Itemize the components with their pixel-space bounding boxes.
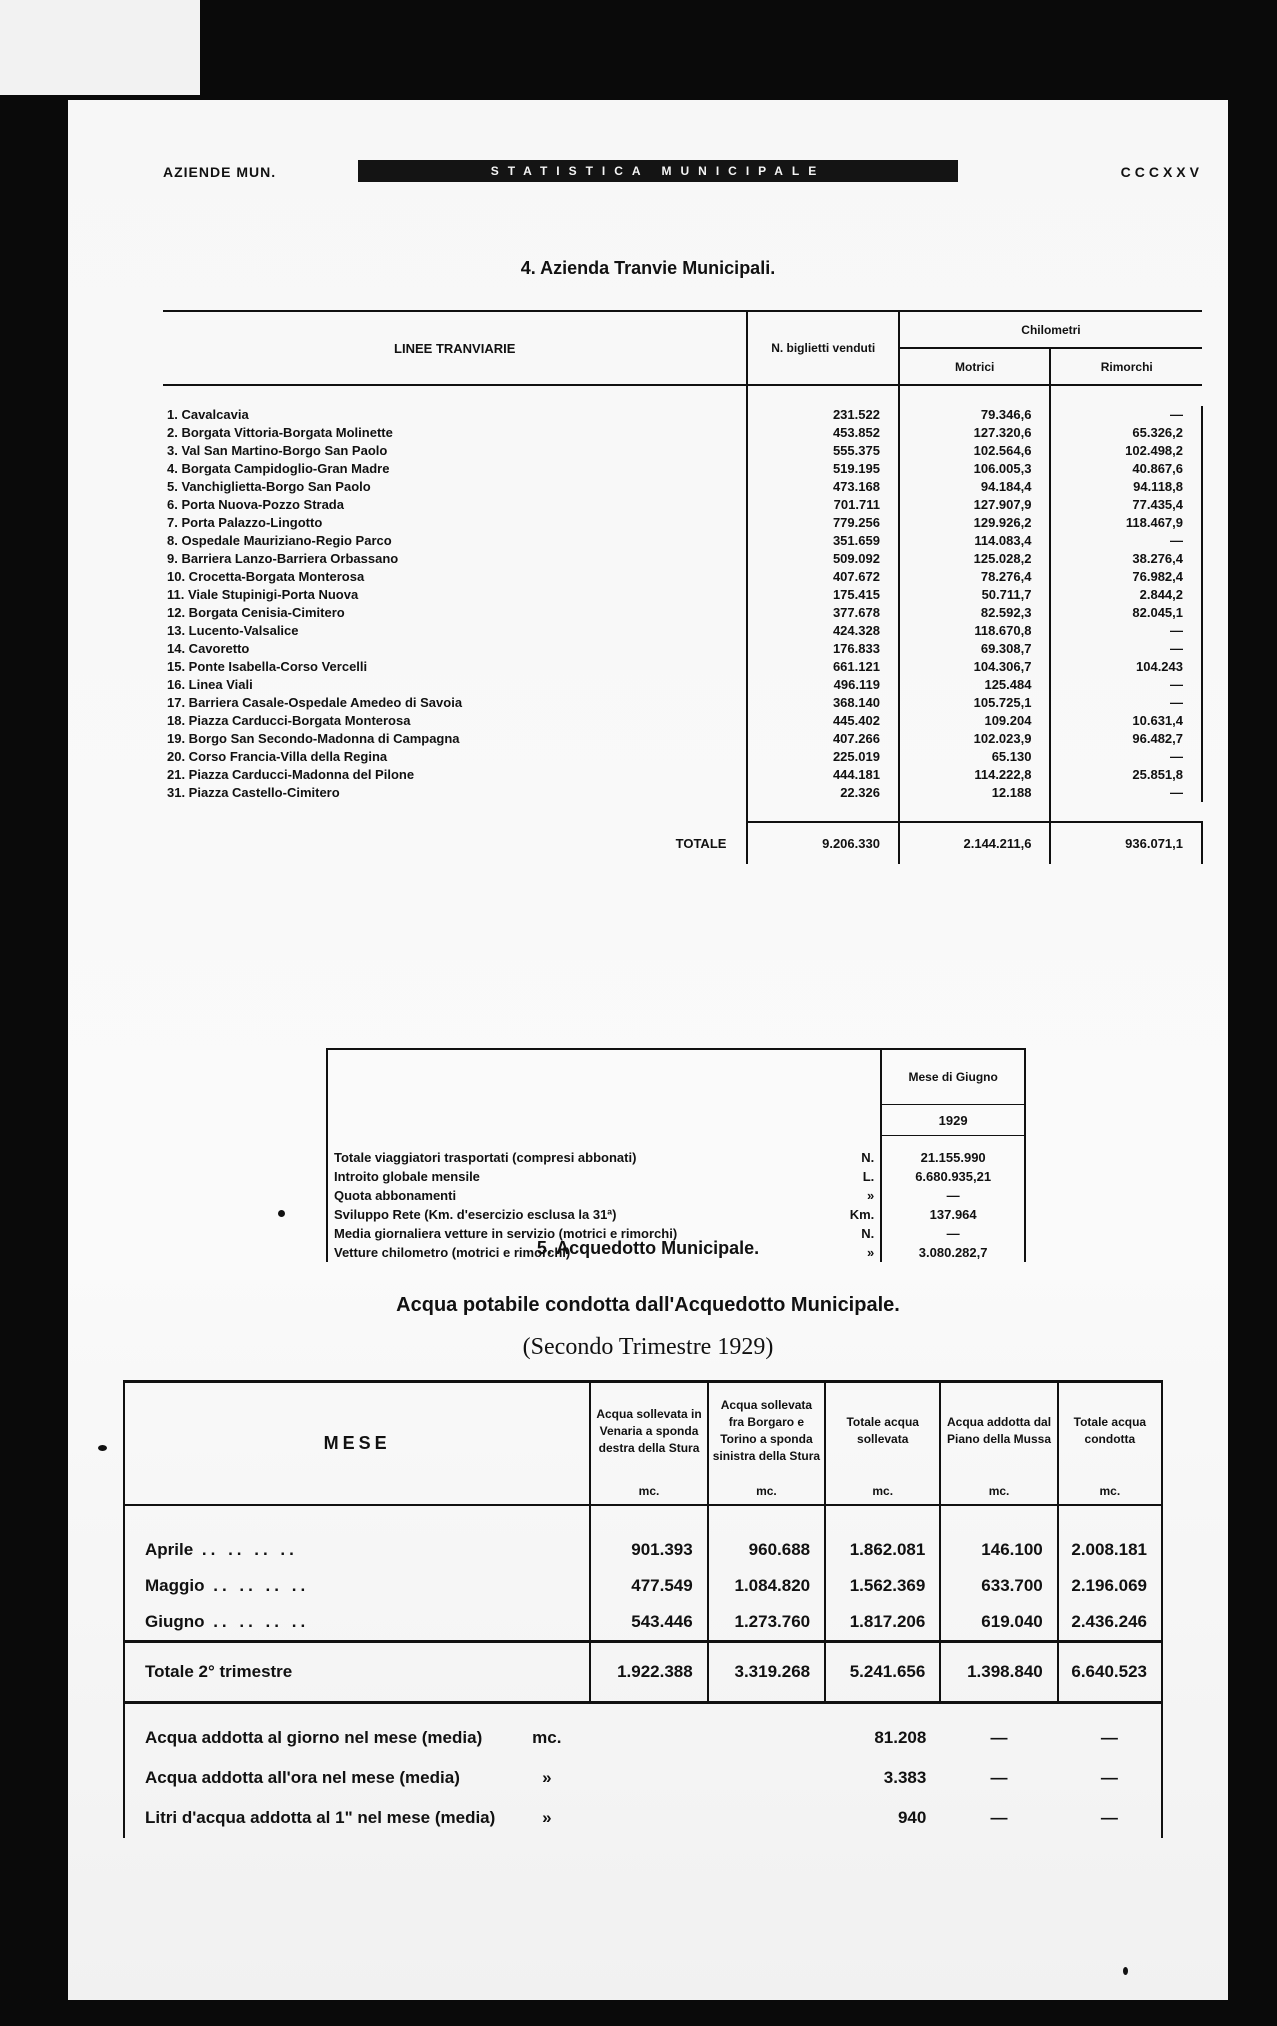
col4-header: Acqua addotta dal Piano della Mussa: [940, 1382, 1057, 1480]
motrici-cell: 65.130: [899, 748, 1051, 766]
table-row: [163, 730, 1202, 748]
average-unit: »: [542, 1768, 552, 1787]
motrici-cell: 125.484: [899, 676, 1051, 694]
line-name: 19. Borgo San Secondo-Madonna di Campagna: [167, 731, 460, 746]
section5-subtitle: Acqua potabile condotta dall'Acquedotto Municipale.: [396, 1294, 900, 1316]
total-rimorchi: 936.071,1: [1050, 822, 1202, 864]
col5-header: Totale acqua condotta: [1058, 1382, 1162, 1480]
table-row: [163, 424, 1202, 442]
average-c4: —: [990, 1728, 1008, 1747]
summary-value: —: [881, 1186, 1025, 1205]
water-cell-c1: 543.446: [590, 1604, 707, 1642]
summary-unit: Km.: [849, 1207, 875, 1222]
line-name: 13. Lucento-Valsalice: [167, 623, 299, 638]
tickets-cell: 22.326: [747, 784, 899, 802]
summary-label: Quota abbonamenti: [327, 1186, 830, 1205]
col4-unit: mc.: [940, 1479, 1057, 1505]
tickets-cell: 445.402: [747, 712, 899, 730]
motrici-cell: 114.222,8: [899, 766, 1051, 784]
document-page: [68, 100, 1228, 2000]
motrici-cell: 106.005,3: [899, 460, 1051, 478]
average-value: 81.208: [874, 1728, 927, 1747]
water-cell-c2: 960.688: [708, 1532, 825, 1568]
line-name: 18. Piazza Carducci-Borgata Monterosa: [167, 713, 411, 728]
line-name: 16. Linea Viali: [167, 677, 253, 692]
motrici-cell: 118.670,8: [899, 622, 1051, 640]
empty-cell: [590, 1703, 707, 1759]
table-row: [163, 442, 1202, 460]
motrici-cell: 94.184,4: [899, 478, 1051, 496]
tram-lines-table: [163, 310, 1203, 864]
average-row: [124, 1703, 1162, 1759]
quarter-total-c5: 6.640.523: [1058, 1642, 1162, 1703]
rimorchi-cell: 104.243: [1050, 658, 1202, 676]
water-cell-c4: 146.100: [940, 1532, 1057, 1568]
total-row: [163, 822, 1202, 864]
col5-unit: mc.: [1058, 1479, 1162, 1505]
water-cell-c4: 633.700: [940, 1568, 1057, 1604]
average-row: [124, 1798, 1162, 1838]
motrici-cell: 109.204: [899, 712, 1051, 730]
total-tickets: 9.206.330: [747, 822, 899, 864]
motrici-cell: 129.926,2: [899, 514, 1051, 532]
col-km-header: Chilometri: [899, 311, 1202, 348]
summary-unit: N.: [861, 1226, 875, 1241]
average-value: 940: [897, 1808, 927, 1827]
empty-cell: [590, 1758, 707, 1798]
leader-dots: .. .. .. ..: [204, 1612, 310, 1631]
average-unit: »: [542, 1808, 552, 1827]
rimorchi-cell: —: [1050, 748, 1202, 766]
table-row: [163, 766, 1202, 784]
line-name: 9. Barriera Lanzo-Barriera Orbassano: [167, 551, 399, 566]
summary-value: 3.080.282,7: [881, 1243, 1025, 1262]
spacer-row: [163, 802, 1202, 822]
line-name: 5. Vanchiglietta-Borgo San Paolo: [167, 479, 371, 494]
scan-speck: [1123, 1967, 1128, 1975]
rimorchi-cell: 65.326,2: [1050, 424, 1202, 442]
tickets-cell: 509.092: [747, 550, 899, 568]
total-motrici: 2.144.211,6: [899, 822, 1051, 864]
line-name: 10. Crocetta-Borgata Monterosa: [167, 569, 365, 584]
table-row: [163, 532, 1202, 550]
summary-label: Introito globale mensile: [327, 1167, 830, 1186]
table-row: [163, 658, 1202, 676]
table-row: [163, 712, 1202, 730]
rimorchi-cell: —: [1050, 532, 1202, 550]
table-row: [163, 478, 1202, 496]
month-row: [124, 1568, 1162, 1604]
quarter-total-c2: 3.319.268: [708, 1642, 825, 1703]
tickets-cell: 701.711: [747, 496, 899, 514]
table-row: [163, 694, 1202, 712]
table-row: [163, 622, 1202, 640]
month-name: Aprile: [145, 1540, 194, 1559]
rimorchi-cell: 94.118,8: [1050, 478, 1202, 496]
table-row: [163, 406, 1202, 424]
summary-label: Totale viaggiatori trasportati (compresi abbonati): [327, 1136, 830, 1168]
tickets-cell: 424.328: [747, 622, 899, 640]
tickets-cell: 407.266: [747, 730, 899, 748]
header-left: AZIENDE MUN.: [163, 164, 277, 180]
rimorchi-cell: 10.631,4: [1050, 712, 1202, 730]
average-label: Litri d'acqua addotta al 1" nel mese (media): [124, 1798, 503, 1838]
summary-unit: »: [867, 1188, 875, 1203]
rimorchi-cell: 77.435,4: [1050, 496, 1202, 514]
line-name: 4. Borgata Campidoglio-Gran Madre: [167, 461, 390, 476]
line-name: 3. Val San Martino-Borgo San Paolo: [167, 443, 388, 458]
average-c5: —: [1058, 1758, 1162, 1798]
col-motrici-header: Motrici: [899, 348, 1051, 385]
total-label: TOTALE: [675, 835, 727, 851]
summary-row: [327, 1205, 1025, 1224]
water-cell-c5: 2.008.181: [1058, 1532, 1162, 1568]
tickets-cell: 368.140: [747, 694, 899, 712]
leader-dots: .. .. .. ..: [204, 1576, 310, 1595]
water-table: [123, 1380, 1163, 1838]
col-lines-header: LINEE TRANVIARIE: [163, 311, 747, 385]
scan-corner-notch: [0, 0, 200, 95]
tickets-cell: 377.678: [747, 604, 899, 622]
motrici-cell: 114.083,4: [899, 532, 1051, 550]
water-cell-c5: 2.436.246: [1058, 1604, 1162, 1642]
average-unit: mc.: [532, 1728, 562, 1747]
average-c5: —: [1058, 1703, 1162, 1759]
average-c4: —: [990, 1768, 1008, 1787]
line-name: 21. Piazza Carducci-Madonna del Pilone: [167, 767, 415, 782]
scan-speck: [278, 1210, 285, 1217]
scan-speck: [98, 1445, 107, 1451]
summary-label: Media giornaliera vetture in servizio (motrici e rimorchi): [327, 1224, 830, 1243]
average-label: Acqua addotta al giorno nel mese (media): [124, 1703, 503, 1759]
tickets-cell: 519.195: [747, 460, 899, 478]
section5-title: 5. Acquedotto Municipale.: [536, 1238, 760, 1258]
table-row: [163, 640, 1202, 658]
motrici-cell: 125.028,2: [899, 550, 1051, 568]
col-rimorchi-header: Rimorchi: [1050, 348, 1202, 385]
table-row: [163, 748, 1202, 766]
summary-row: [327, 1167, 1025, 1186]
tickets-cell: 175.415: [747, 586, 899, 604]
line-name: 31. Piazza Castello-Cimitero: [167, 785, 340, 800]
rimorchi-cell: —: [1050, 622, 1202, 640]
rimorchi-cell: 118.467,9: [1050, 514, 1202, 532]
rimorchi-cell: —: [1050, 784, 1202, 802]
table-row: [163, 496, 1202, 514]
line-name: 15. Ponte Isabella-Corso Vercelli: [167, 659, 368, 674]
quarter-total-c4: 1.398.840: [940, 1642, 1057, 1703]
tickets-cell: 444.181: [747, 766, 899, 784]
water-cell-c4: 619.040: [940, 1604, 1057, 1642]
empty-cell: [708, 1798, 825, 1838]
motrici-cell: 127.907,9: [899, 496, 1051, 514]
summary-year: 1929: [881, 1105, 1025, 1136]
spacer-row: [124, 1505, 1162, 1532]
motrici-cell: 127.320,6: [899, 424, 1051, 442]
rimorchi-cell: —: [1050, 406, 1202, 424]
line-name: 12. Borgata Cenisia-Cimitero: [167, 605, 345, 620]
rimorchi-cell: 38.276,4: [1050, 550, 1202, 568]
average-value: 3.383: [883, 1768, 927, 1787]
water-cell-c3: 1.562.369: [825, 1568, 940, 1604]
month-row: [124, 1532, 1162, 1568]
month-name: Giugno: [145, 1612, 205, 1631]
summary-row: [327, 1186, 1025, 1205]
empty-cell: [590, 1798, 707, 1838]
quarter-total-c3: 5.241.656: [825, 1642, 940, 1703]
average-c5: —: [1058, 1798, 1162, 1838]
summary-unit: L.: [862, 1169, 875, 1184]
leader-dots: .. .. .. ..: [193, 1540, 298, 1559]
month-label: [124, 1604, 590, 1642]
rimorchi-cell: 2.844,2: [1050, 586, 1202, 604]
water-cell-c2: 1.273.760: [708, 1604, 825, 1642]
rimorchi-cell: 102.498,2: [1050, 442, 1202, 460]
motrici-cell: 102.564,6: [899, 442, 1051, 460]
motrici-cell: 69.308,7: [899, 640, 1051, 658]
rimorchi-cell: 40.867,6: [1050, 460, 1202, 478]
page-number: CCCXXV: [1120, 164, 1203, 180]
month-label: [124, 1568, 590, 1604]
table-row: [163, 568, 1202, 586]
summary-value: 21.155.990: [881, 1136, 1025, 1168]
table-row: [163, 514, 1202, 532]
col3-unit: mc.: [825, 1479, 940, 1505]
motrici-cell: 102.023,9: [899, 730, 1051, 748]
month-row: [124, 1604, 1162, 1642]
section5-period: (Secondo Trimestre 1929): [522, 1334, 774, 1360]
rimorchi-cell: —: [1050, 640, 1202, 658]
table-row: [163, 604, 1202, 622]
water-cell-c3: 1.862.081: [825, 1532, 940, 1568]
average-label: Acqua addotta all'ora nel mese (media): [124, 1758, 503, 1798]
motrici-cell: 12.188: [899, 784, 1051, 802]
summary-label: Sviluppo Rete (Km. d'esercizio esclusa la 31ª): [327, 1205, 830, 1224]
summary-value: 137.964: [881, 1205, 1025, 1224]
tickets-cell: 496.119: [747, 676, 899, 694]
rimorchi-cell: 82.045,1: [1050, 604, 1202, 622]
quarter-total-row: [124, 1642, 1162, 1703]
section4-title: 4. Azienda Tranvie Municipali.: [520, 258, 776, 278]
table-row: [163, 676, 1202, 694]
rimorchi-cell: —: [1050, 676, 1202, 694]
line-name: 7. Porta Palazzo-Lingotto: [167, 515, 323, 530]
summary-unit: N.: [861, 1149, 875, 1165]
table-row: [163, 586, 1202, 604]
rimorchi-cell: 96.482,7: [1050, 730, 1202, 748]
rimorchi-cell: 76.982,4: [1050, 568, 1202, 586]
month-name: Maggio: [145, 1576, 205, 1595]
line-name: 6. Porta Nuova-Pozzo Strada: [167, 497, 344, 512]
header-banner: STATISTICA MUNICIPALE: [358, 160, 958, 182]
summary-unit: »: [867, 1245, 875, 1260]
col1-header: Acqua sollevata in Venaria a sponda destra della Stura: [590, 1382, 707, 1480]
empty-cell: [708, 1758, 825, 1798]
water-cell-c2: 1.084.820: [708, 1568, 825, 1604]
tickets-cell: 176.833: [747, 640, 899, 658]
running-header: [163, 160, 1203, 190]
table-row: [163, 460, 1202, 478]
motrici-cell: 79.346,6: [899, 406, 1051, 424]
table-row: [163, 784, 1202, 802]
motrici-cell: 78.276,4: [899, 568, 1051, 586]
rimorchi-cell: —: [1050, 694, 1202, 712]
tickets-cell: 779.256: [747, 514, 899, 532]
line-name: 17. Barriera Casale-Ospedale Amedeo di Savoia: [167, 695, 463, 710]
tickets-cell: 453.852: [747, 424, 899, 442]
tickets-cell: 351.659: [747, 532, 899, 550]
rimorchi-cell: 25.851,8: [1050, 766, 1202, 784]
tickets-cell: 231.522: [747, 406, 899, 424]
tickets-cell: 473.168: [747, 478, 899, 496]
tram-summary-table: [326, 1048, 1026, 1262]
tickets-cell: 407.672: [747, 568, 899, 586]
summary-label: Vetture chilometro (motrici e rimorchi): [327, 1243, 830, 1262]
col2-unit: mc.: [708, 1479, 825, 1505]
col-mese-header: MESE: [124, 1382, 590, 1506]
spacer-row: [163, 385, 1202, 406]
line-name: 20. Corso Francia-Villa della Regina: [167, 749, 388, 764]
average-c4: —: [990, 1808, 1008, 1827]
summary-row: [327, 1136, 1025, 1168]
col-tickets-header: N. biglietti venduti: [747, 311, 899, 385]
month-label: [124, 1532, 590, 1568]
col2-header: Acqua sollevata fra Borgaro e Torino a sponda sinistra della Stura: [708, 1382, 825, 1480]
water-cell-c1: 477.549: [590, 1568, 707, 1604]
line-name: 14. Cavoretto: [167, 641, 250, 656]
motrici-cell: 105.725,1: [899, 694, 1051, 712]
average-row: [124, 1758, 1162, 1798]
motrici-cell: 104.306,7: [899, 658, 1051, 676]
motrici-cell: 82.592,3: [899, 604, 1051, 622]
water-cell-c1: 901.393: [590, 1532, 707, 1568]
water-cell-c5: 2.196.069: [1058, 1568, 1162, 1604]
tickets-cell: 225.019: [747, 748, 899, 766]
tickets-cell: 661.121: [747, 658, 899, 676]
summary-month-header: Mese di Giugno: [881, 1049, 1025, 1105]
table-row: [163, 550, 1202, 568]
line-name: 2. Borgata Vittoria-Borgata Molinette: [167, 425, 393, 440]
motrici-cell: 50.711,7: [899, 586, 1051, 604]
quarter-total-c1: 1.922.388: [590, 1642, 707, 1703]
col1-unit: mc.: [590, 1479, 707, 1505]
summary-value: 6.680.935,21: [881, 1167, 1025, 1186]
quarter-total-label: Totale 2° trimestre: [124, 1642, 590, 1703]
summary-value: —: [881, 1224, 1025, 1243]
col3-header: Totale acqua sollevata: [825, 1382, 940, 1480]
water-cell-c3: 1.817.206: [825, 1604, 940, 1642]
tickets-cell: 555.375: [747, 442, 899, 460]
line-name: 11. Viale Stupinigi-Porta Nuova: [167, 587, 359, 602]
empty-cell: [708, 1703, 825, 1759]
line-name: 1. Cavalcavia: [167, 407, 249, 422]
line-name: 8. Ospedale Mauriziano-Regio Parco: [167, 533, 392, 548]
